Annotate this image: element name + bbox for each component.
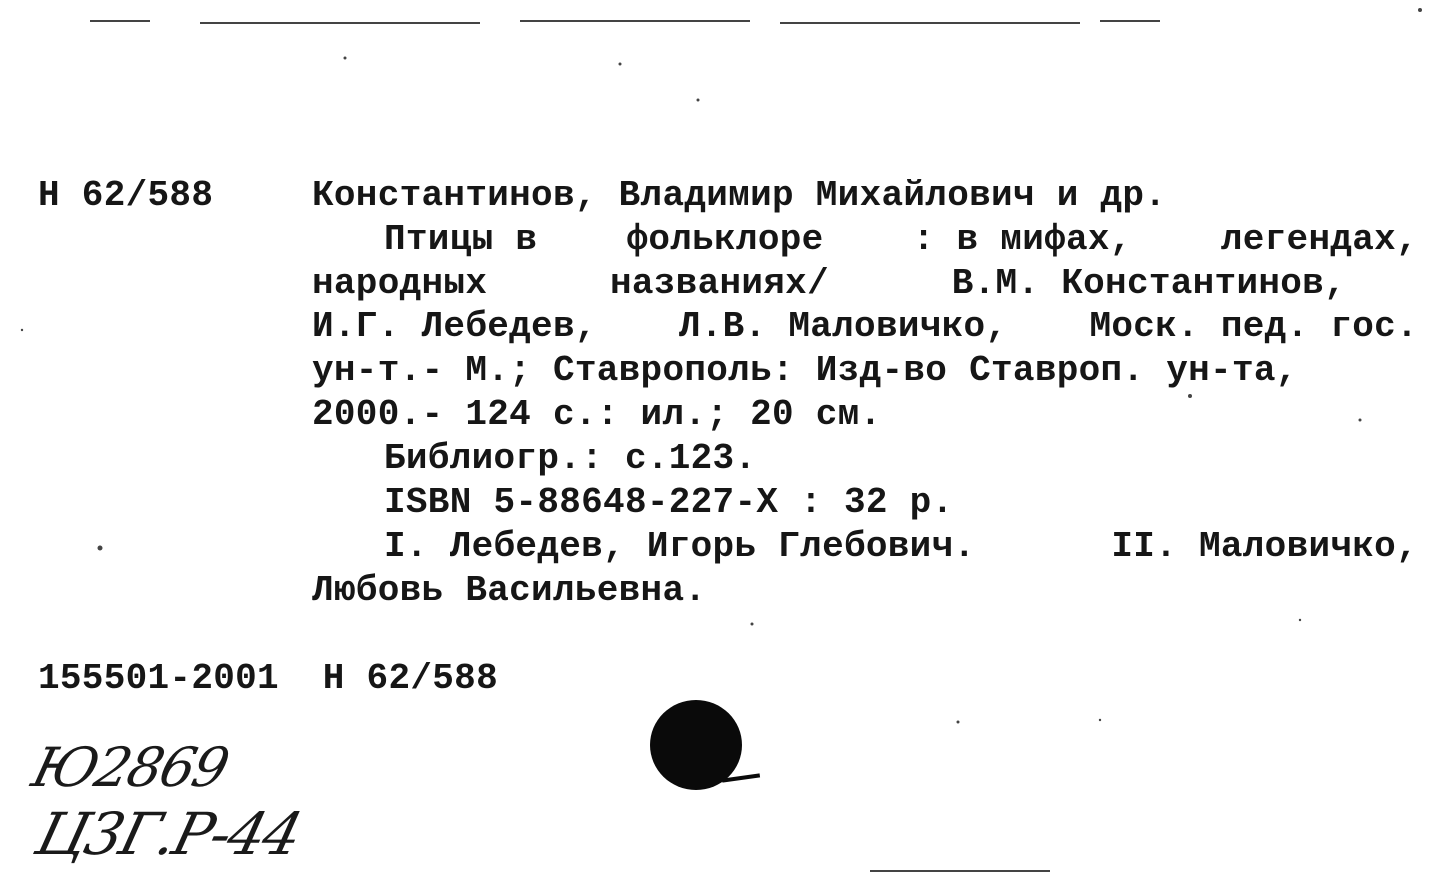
title-line-3	[312, 305, 1418, 349]
bibliography-note: Библиогр.: с.123.	[384, 438, 757, 479]
title-line-4	[312, 349, 1418, 393]
title-word: фольклоре	[626, 219, 824, 260]
title-word: Моск. пед. гос.	[1089, 306, 1418, 347]
title-word: В.М. Константинов,	[951, 263, 1346, 304]
punch-hole	[650, 700, 742, 790]
title-word: названиях/	[609, 263, 829, 304]
title-word: легендах,	[1220, 219, 1418, 260]
call-number: Н 62/588	[38, 175, 214, 216]
title-line-2	[312, 262, 1346, 306]
handwritten-note-1: Ю2869	[26, 736, 234, 799]
author-line: Константинов, Владимир Михайлович и др.	[312, 175, 1167, 216]
inventory-number: 155501-2001 Н 62/588	[38, 658, 498, 699]
tracing-line-1	[384, 525, 1418, 569]
isbn-line: ISBN 5-88648-227-X : 32 р.	[384, 482, 954, 523]
imprint-line: 2000.- 124 с.: ил.; 20 см.	[312, 394, 882, 435]
tracing-entry: II. Маловичко,	[1111, 526, 1418, 567]
tracing-line-2: Любовь Васильевна.	[312, 570, 707, 611]
title-word: И.Г. Лебедев,	[312, 306, 597, 347]
title-word: : в мифах,	[912, 219, 1132, 260]
title-word: ун-т.- М.; Ставрополь: Изд-во Ставроп. ун-та,	[312, 350, 1298, 391]
title-word: народных	[312, 263, 488, 304]
title-word: Л.В. Маловичко,	[678, 306, 1008, 347]
tracing-entry: I. Лебедев, Игорь Глебович.	[384, 526, 976, 567]
title-line-1	[384, 218, 1418, 262]
title-word: Птицы в	[384, 219, 538, 260]
handwritten-note-2: Ц3Г.Р-44	[29, 800, 308, 868]
